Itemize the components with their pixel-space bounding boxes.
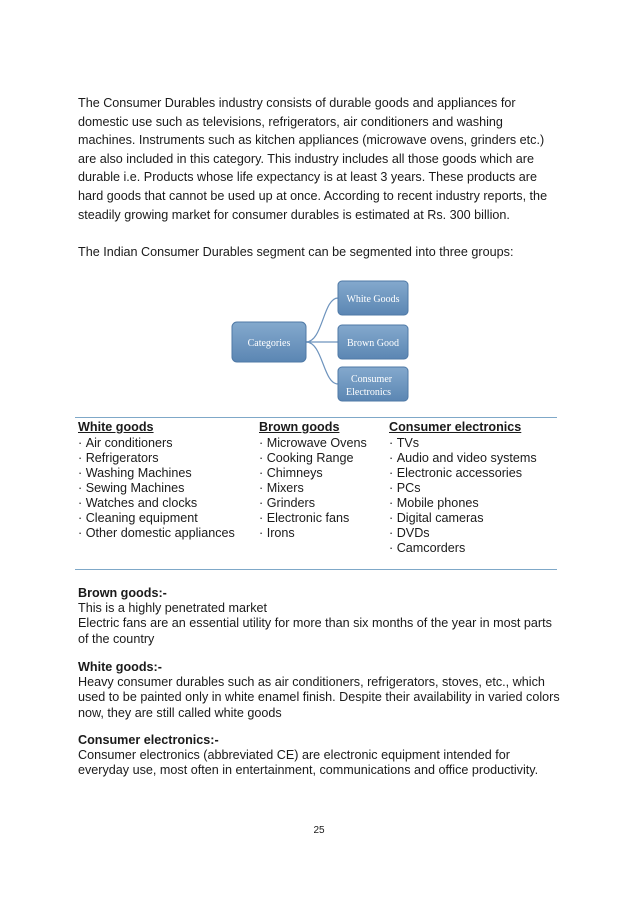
list-item: · Irons <box>259 526 367 541</box>
list-item: · Mixers <box>259 481 367 496</box>
white-goods-label: White Goods <box>346 294 400 305</box>
electronics-label: Electronics <box>346 387 391 398</box>
section-body: Heavy consumer durables such as air conditioners, refrigerators, stoves, etc., which used to be painted only in white enamel finish. Despite their availability in varied colors now, they are still called white goods <box>78 675 560 720</box>
section-heading: White goods:- <box>78 660 162 674</box>
consumer-label: Consumer <box>351 374 393 385</box>
brown-goods-section <box>78 586 563 647</box>
list-item: · Watches and clocks <box>78 496 235 511</box>
section-body: This is a highly penetrated market Electric fans are an essential utility for more than six months of the year in most parts of the country <box>78 601 552 646</box>
list-item: · Audio and video systems <box>389 451 537 466</box>
list-item: · Electronic accessories <box>389 466 537 481</box>
segment-intro: The Indian Consumer Durables segment can be segmented into three groups: <box>78 245 514 259</box>
list-item: · Microwave Ovens <box>259 436 367 451</box>
connector-white <box>306 298 338 342</box>
brown-good-label: Brown Good <box>347 338 399 349</box>
list-item: · Grinders <box>259 496 367 511</box>
categories-diagram <box>228 278 413 404</box>
column-header: Brown goods <box>259 420 340 434</box>
list-item: · PCs <box>389 481 537 496</box>
list-item: · Washing Machines <box>78 466 235 481</box>
white-goods-section <box>78 660 563 721</box>
section-body: Consumer electronics (abbreviated CE) are electronic equipment intended for everyday use, most often in entertainment, communications and office productivity. <box>78 748 539 778</box>
column-white-goods <box>78 420 235 541</box>
list-item: · TVs <box>389 436 537 451</box>
list-item: · Camcorders <box>389 541 537 556</box>
list-item: · Refrigerators <box>78 451 235 466</box>
list-item: · Cleaning equipment <box>78 511 235 526</box>
list-item: · Other domestic appliances <box>78 526 235 541</box>
list-item: · Sewing Machines <box>78 481 235 496</box>
section-heading: Brown goods:- <box>78 586 167 600</box>
categories-label: Categories <box>247 338 291 349</box>
list-item: · Mobile phones <box>389 496 537 511</box>
column-header: White goods <box>78 420 154 434</box>
list-item: · Cooking Range <box>259 451 367 466</box>
consumer-electronics-section <box>78 733 563 779</box>
section-heading: Consumer electronics:- <box>78 733 219 747</box>
column-brown-goods <box>259 420 367 541</box>
table-bottom-rule <box>75 569 557 570</box>
column-header: Consumer electronics <box>389 420 522 434</box>
list-item: · Digital cameras <box>389 511 537 526</box>
list-item: · Air conditioners <box>78 436 235 451</box>
list-item: · DVDs <box>389 526 537 541</box>
list-item: · Chimneys <box>259 466 367 481</box>
connector-consumer <box>306 342 338 384</box>
page-number: 25 <box>313 825 325 836</box>
column-consumer-electronics <box>389 420 537 556</box>
table-top-rule <box>75 417 557 418</box>
intro-paragraph: The Consumer Durables industry consists of durable goods and appliances for domestic use such as televisions, refrigerators, air conditioners and washing machines. Instruments such as kitchen appliances (microwave ovens, grinders etc.) are also included in this category. This industry includes all those goods which are durable i.e. Products whose life expectancy is at least 3 years. These products are hard goods that cannot be used up at once. According to recent industry reports, the steadily growing market for consumer durables is estimated at Rs. 300 billion. <box>78 96 548 222</box>
list-item: · Electronic fans <box>259 511 367 526</box>
